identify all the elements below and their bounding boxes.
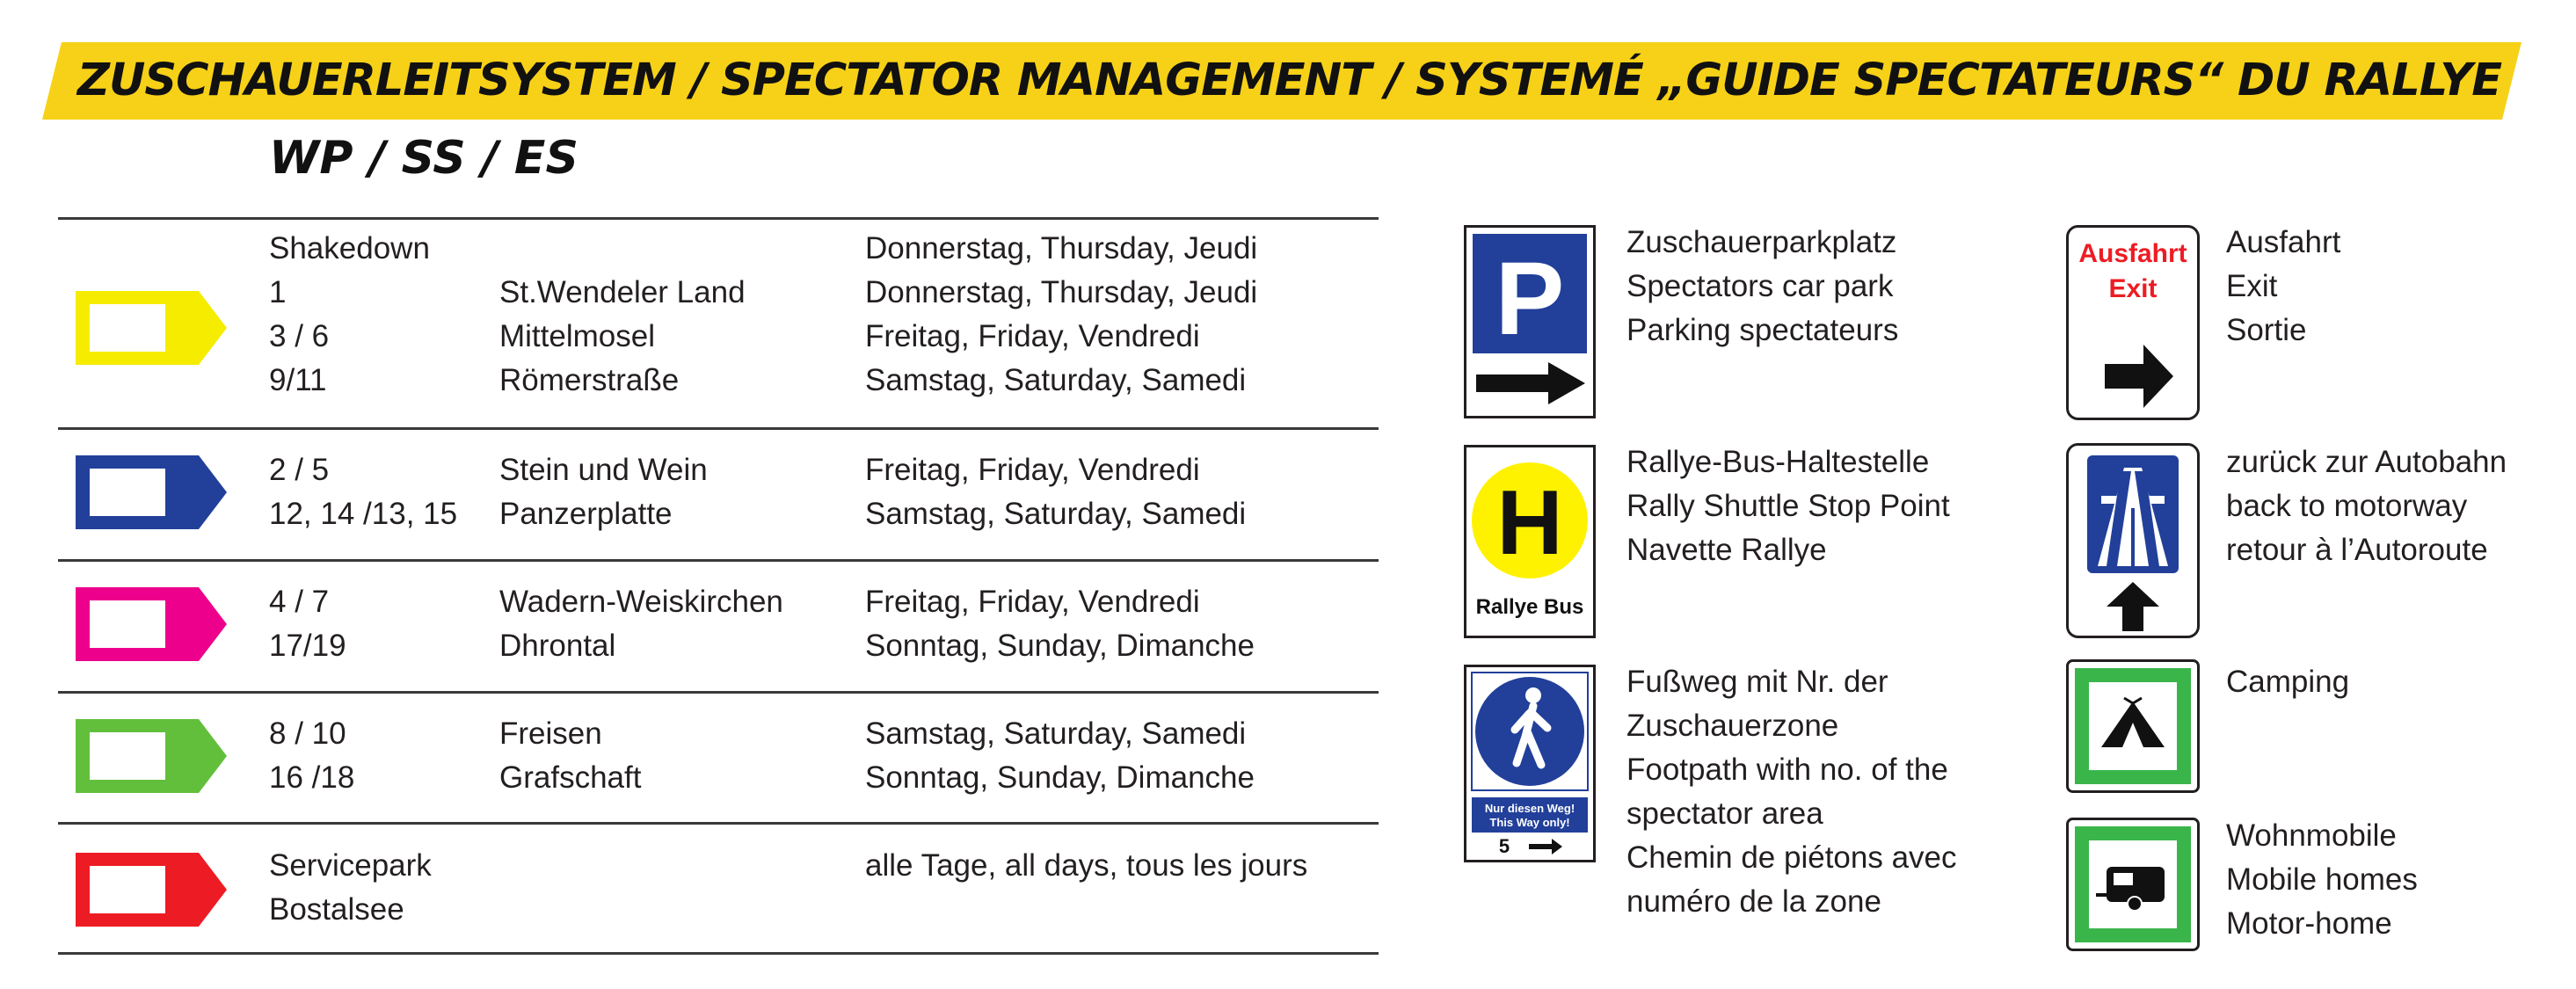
stage-names xyxy=(499,448,708,536)
sign-text-line: Chemin de piétons avec xyxy=(1626,840,1957,875)
exit-description xyxy=(2226,221,2340,353)
arrow-green-icon xyxy=(76,719,227,793)
stage-day: Sonntag, Sunday, Dimanche xyxy=(865,629,1255,663)
table-rule xyxy=(58,217,1379,220)
sign-text-line: Sortie xyxy=(2226,313,2307,347)
stage-number: Bostalsee xyxy=(269,892,404,927)
stage-name: Freisen xyxy=(499,716,602,751)
exit-sign-line1: Ausfahrt xyxy=(2078,239,2187,268)
exit-sign-line2: Exit xyxy=(2108,274,2158,303)
stage-number: Shakedown xyxy=(269,231,430,265)
stage-day: Freitag, Friday, Vendredi xyxy=(865,319,1200,353)
sign-text-line: numéro de la zone xyxy=(1626,884,1881,919)
stage-day: Donnerstag, Thursday, Jeudi xyxy=(865,231,1258,265)
sign-text-line: Ausfahrt xyxy=(2226,225,2341,259)
stage-day: Samstag, Saturday, Samedi xyxy=(865,497,1247,531)
table-rule xyxy=(58,822,1379,825)
stage-number: 9/11 xyxy=(269,363,327,397)
table-rule xyxy=(58,691,1379,694)
stage-numbers xyxy=(269,712,354,800)
stage-numbers xyxy=(269,448,457,536)
parking-description xyxy=(1626,221,1898,353)
sign-text-line: Fußweg mit Nr. der xyxy=(1626,665,1888,699)
stage-number: 17/19 xyxy=(269,629,346,663)
stage-name: St.Wendeler Land xyxy=(499,275,746,309)
rallye-bus-label: Rallye Bus xyxy=(1475,595,1584,619)
stage-numbers xyxy=(269,227,430,403)
stage-day: Donnerstag, Thursday, Jeudi xyxy=(865,275,1258,309)
sign-text-line: Spectators car park xyxy=(1626,269,1894,303)
stage-name: Dhrontal xyxy=(499,629,616,663)
sign-text-line: Navette Rallye xyxy=(1626,533,1827,567)
arrow-yellow-icon xyxy=(76,291,227,365)
banner-title: ZUSCHAUERLEITSYSTEM / SPECTATOR MANAGEMENT / SYSTEMÉ „GUIDE SPECTATEURS“ DU RALLYE xyxy=(77,55,2502,106)
stage-day: Freitag, Friday, Vendredi xyxy=(865,453,1200,487)
sign-text-line: Mobile homes xyxy=(2226,862,2418,897)
stage-name: Mittelmosel xyxy=(499,319,655,353)
stage-days xyxy=(865,227,1257,403)
stage-number: 12, 14 /13, 15 xyxy=(269,497,458,531)
stage-row-green xyxy=(58,712,1379,809)
stage-number: 3 / 6 xyxy=(269,319,330,353)
parking-letter: P xyxy=(1495,241,1565,357)
sign-text-line: Parking spectateurs xyxy=(1626,313,1899,347)
stage-name: Stein und Wein xyxy=(499,453,708,487)
camping-description xyxy=(2226,660,2349,704)
arrow-blue-icon xyxy=(76,455,227,529)
sign-text-line: Rally Shuttle Stop Point xyxy=(1626,489,1950,523)
sign-text-line: Rallye-Bus-Haltestelle xyxy=(1626,445,1930,479)
stage-names xyxy=(499,712,641,800)
sign-text-line: retour à l’Autoroute xyxy=(2226,533,2488,567)
parking-sign-icon xyxy=(1464,225,1596,418)
camping-sign-icon xyxy=(2066,659,2200,793)
sign-text-line: Zuschauerparkplatz xyxy=(1626,225,1897,259)
arrow-pink-icon xyxy=(76,587,227,661)
footpath-sign-icon xyxy=(1464,665,1596,862)
stage-days xyxy=(865,580,1255,668)
stage-day: Samstag, Saturday, Samedi xyxy=(865,716,1247,751)
mobile-home-sign-icon xyxy=(2066,818,2200,951)
stage-name: Panzerplatte xyxy=(499,497,673,531)
footpath-zone-number: 5 xyxy=(1498,835,1510,857)
sign-text-line: Camping xyxy=(2226,665,2350,699)
table-rule xyxy=(58,427,1379,430)
footpath-description xyxy=(1626,660,1957,924)
stage-day: alle Tage, all days, tous les jours xyxy=(865,848,1308,883)
footpath-plate-line2: This Way only! xyxy=(1489,816,1570,829)
stage-row-red xyxy=(58,844,1379,941)
sign-text-line: spectator area xyxy=(1626,796,1823,831)
rally-bus-sign-icon xyxy=(1464,445,1596,638)
stage-numbers xyxy=(269,844,432,932)
stage-row-pink xyxy=(58,580,1379,677)
stage-name: Grafschaft xyxy=(499,760,642,795)
section-heading: WP / SS / ES xyxy=(269,132,579,185)
stage-name xyxy=(499,227,746,271)
stage-day: Freitag, Friday, Vendredi xyxy=(865,585,1200,619)
bus-description xyxy=(1626,440,1950,572)
stage-day: Sonntag, Sunday, Dimanche xyxy=(865,760,1255,795)
sign-text-line: Motor-home xyxy=(2226,906,2392,941)
stage-number: Servicepark xyxy=(269,848,432,883)
stage-row-yellow xyxy=(58,227,1379,420)
stage-days xyxy=(865,844,1307,888)
stage-day: Samstag, Saturday, Samedi xyxy=(865,363,1247,397)
stage-number: 4 / 7 xyxy=(269,585,330,619)
stage-names xyxy=(499,580,783,668)
sign-text-line: back to motorway xyxy=(2226,489,2468,523)
table-rule xyxy=(58,952,1379,955)
footpath-plate-line1: Nur diesen Weg! xyxy=(1484,802,1575,815)
table-rule xyxy=(58,559,1379,562)
stage-number: 16 /18 xyxy=(269,760,355,795)
sign-text-line: Footpath with no. of the xyxy=(1626,753,1948,787)
stage-row-blue xyxy=(58,448,1379,545)
stage-names xyxy=(499,227,746,403)
sign-text-line: Zuschauerzone xyxy=(1626,709,1839,743)
motorway-description xyxy=(2226,440,2507,572)
stage-name: Wadern-Weiskirchen xyxy=(499,585,783,619)
stage-number: 1 xyxy=(269,275,287,309)
sign-text-line: zurück zur Autobahn xyxy=(2226,445,2507,479)
motorway-sign-icon xyxy=(2066,443,2200,638)
arrow-red-icon xyxy=(76,853,227,927)
stage-numbers xyxy=(269,580,346,668)
sign-text-line: Exit xyxy=(2226,269,2278,303)
sign-text-line: Wohnmobile xyxy=(2226,818,2397,853)
exit-sign-icon xyxy=(2066,225,2200,420)
stage-number: 2 / 5 xyxy=(269,453,330,487)
stage-number: 8 / 10 xyxy=(269,716,346,751)
stage-days xyxy=(865,448,1246,536)
mobile-homes-description xyxy=(2226,814,2418,946)
bus-stop-letter: H xyxy=(1496,472,1563,574)
stage-name: Römerstraße xyxy=(499,363,680,397)
stage-days xyxy=(865,712,1255,800)
title-banner xyxy=(42,42,2521,120)
